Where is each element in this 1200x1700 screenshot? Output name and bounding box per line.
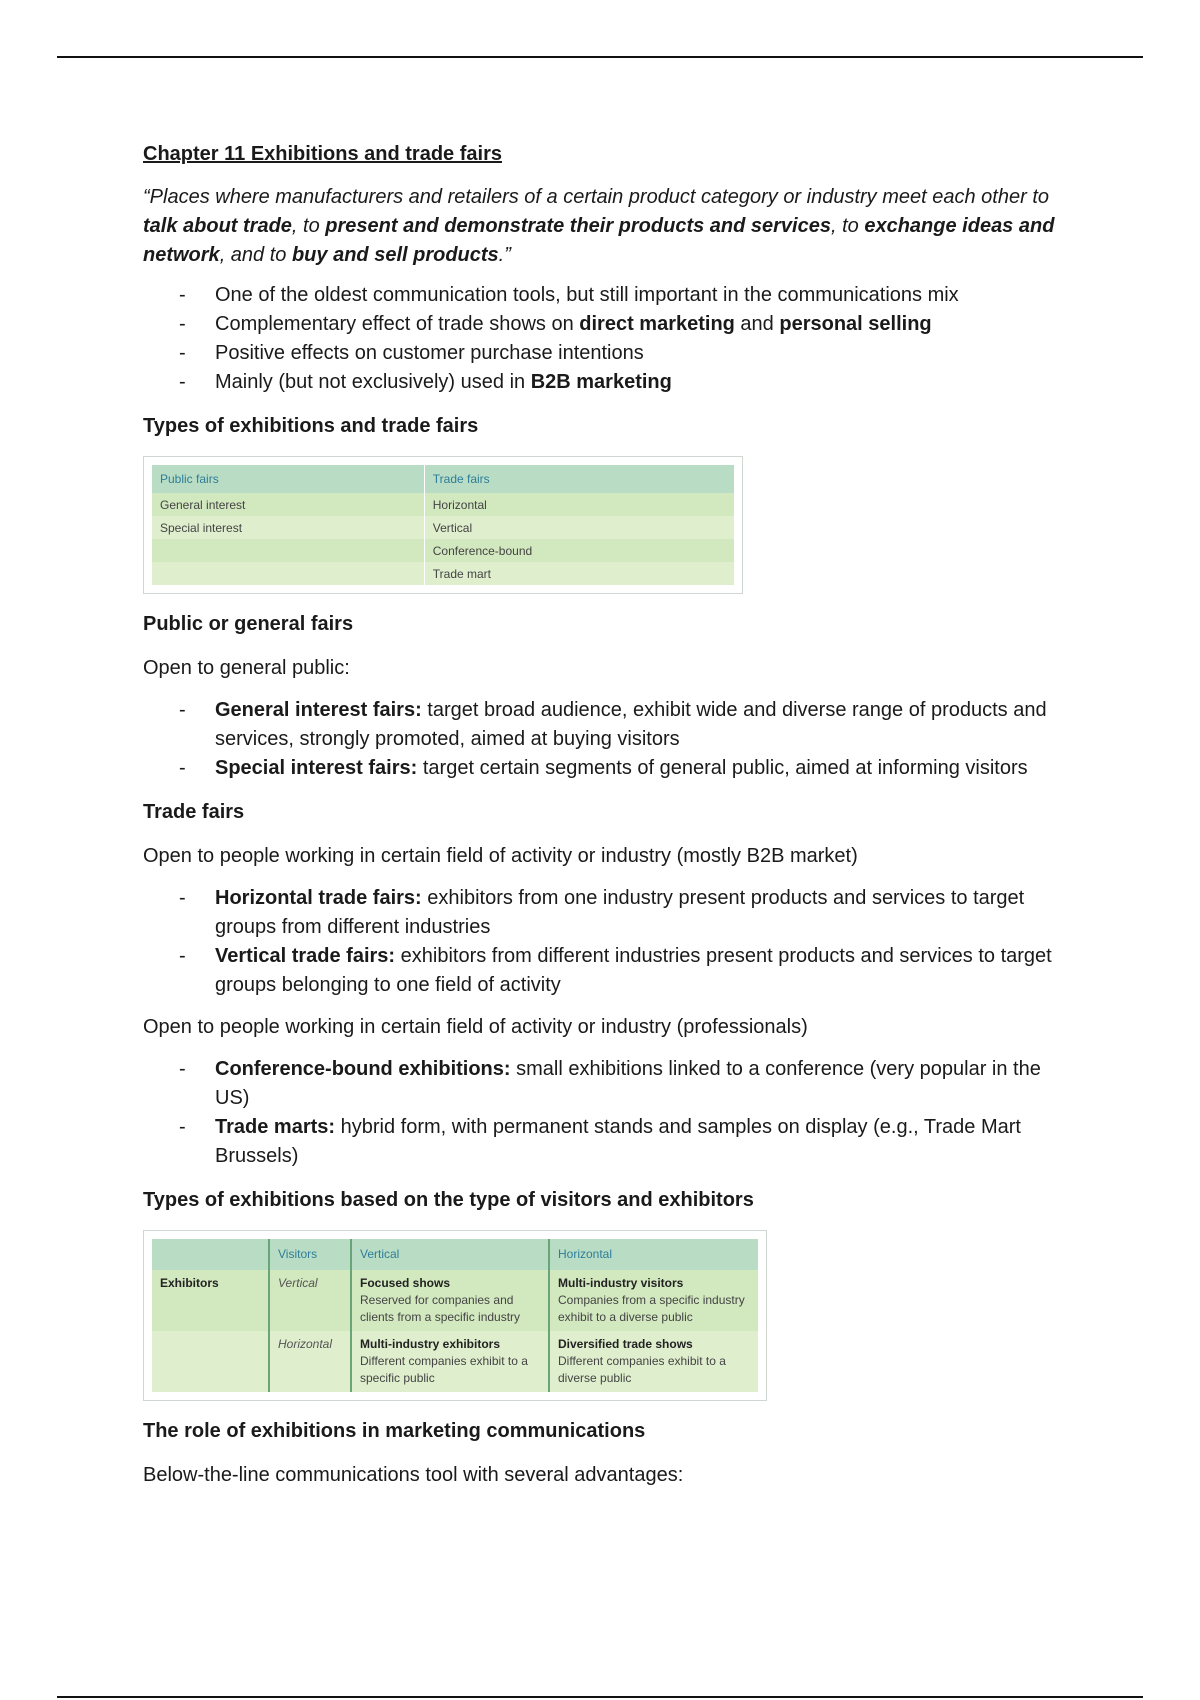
table-row <box>152 1270 758 1331</box>
table-row <box>152 539 734 562</box>
chapter-title: Chapter 11 Exhibitions and trade fairs <box>143 143 502 165</box>
visitor-exhibitor-table <box>143 1230 767 1401</box>
table-header-trade: Trade fairs <box>424 465 734 493</box>
public-fairs-heading: Public or general fairs <box>143 613 354 635</box>
footer-rule <box>57 1696 1143 1698</box>
document-body <box>143 140 1063 1503</box>
table-header-visitors: Visitors <box>269 1239 351 1270</box>
trade-fairs-heading: Trade fairs <box>143 801 245 823</box>
table-header-public: Public fairs <box>152 465 424 493</box>
list-item: - Vertical trade fairs: exhibitors from different industries present products and services to target groups belonging to one field of activity <box>143 942 1063 1000</box>
list-item: - Special interest fairs: target certain segments of general public, aimed at informing visitors <box>143 754 1063 783</box>
row-label-horizontal: Horizontal <box>269 1331 351 1392</box>
table-header-empty <box>152 1239 269 1270</box>
table-row <box>152 1331 758 1392</box>
list-item: - Conference-bound exhibitions: small exhibitions linked to a conference (very popular in the US) <box>143 1055 1063 1113</box>
role-intro: Below-the-line communications tool with several advantages: <box>143 1464 684 1486</box>
list-item: - General interest fairs: target broad audience, exhibit wide and diverse range of products and services, strongly promoted, aimed at buying visitors <box>143 696 1063 754</box>
public-fairs-intro: Open to general public: <box>143 657 350 679</box>
table-cell: Conference-bound <box>424 539 734 562</box>
table-cell: Vertical <box>424 516 734 539</box>
list-item: - Complementary effect of trade shows on direct marketing and personal selling <box>143 310 1063 339</box>
table-cell <box>152 562 424 585</box>
fair-types-table <box>143 456 743 594</box>
table-cell: Diversified trade shows Different companies exhibit to a diverse public <box>549 1331 758 1392</box>
intro-list <box>143 281 1063 397</box>
list-item: - Trade marts: hybrid form, with permanent stands and samples on display (e.g., Trade Mart Brussels) <box>143 1113 1063 1171</box>
professional-fairs-intro: Open to people working in certain field of activity or industry (professionals) <box>143 1016 808 1038</box>
table-row <box>152 562 734 585</box>
row-label-vertical: Vertical <box>269 1270 351 1331</box>
table-cell: Multi-industry visitors Companies from a specific industry exhibit to a diverse public <box>549 1270 758 1331</box>
professional-fairs-list <box>143 1055 1063 1171</box>
table-cell: Trade mart <box>424 562 734 585</box>
table-cell: Special interest <box>152 516 424 539</box>
role-heading: The role of exhibitions in marketing communications <box>143 1420 646 1442</box>
list-item: - One of the oldest communication tools, but still important in the communications mix <box>143 281 1063 310</box>
table-cell-empty <box>152 1331 269 1392</box>
trade-fairs-list <box>143 884 1063 1000</box>
trade-fairs-intro: Open to people working in certain field of activity or industry (mostly B2B market) <box>143 845 858 867</box>
header-rule <box>57 56 1143 58</box>
table-cell: General interest <box>152 493 424 516</box>
exhibitors-label: Exhibitors <box>152 1270 269 1331</box>
table-row <box>152 493 734 516</box>
table-cell: Horizontal <box>424 493 734 516</box>
public-fairs-list <box>143 696 1063 783</box>
list-item: - Positive effects on customer purchase intentions <box>143 339 1063 368</box>
list-item: - Mainly (but not exclusively) used in B2B marketing <box>143 368 1063 397</box>
table-header-vertical: Vertical <box>351 1239 549 1270</box>
table-cell <box>152 539 424 562</box>
table-cell: Multi-industry exhibitors Different companies exhibit to a specific public <box>351 1331 549 1392</box>
types-heading: Types of exhibitions and trade fairs <box>143 415 479 437</box>
visitor-exhibitor-heading: Types of exhibitions based on the type of visitors and exhibitors <box>143 1189 754 1211</box>
list-item: - Horizontal trade fairs: exhibitors from one industry present products and services to target groups from different industries <box>143 884 1063 942</box>
table-row <box>152 516 734 539</box>
definition-quote: “Places where manufacturers and retailers of a certain product category or industry meet each other to talk about trade, to present and demonstrate their products and services, to exchange ideas and network, and to buy and sell products.” <box>143 186 1055 266</box>
table-cell: Focused shows Reserved for companies and clients from a specific industry <box>351 1270 549 1331</box>
table-header-horizontal: Horizontal <box>549 1239 758 1270</box>
